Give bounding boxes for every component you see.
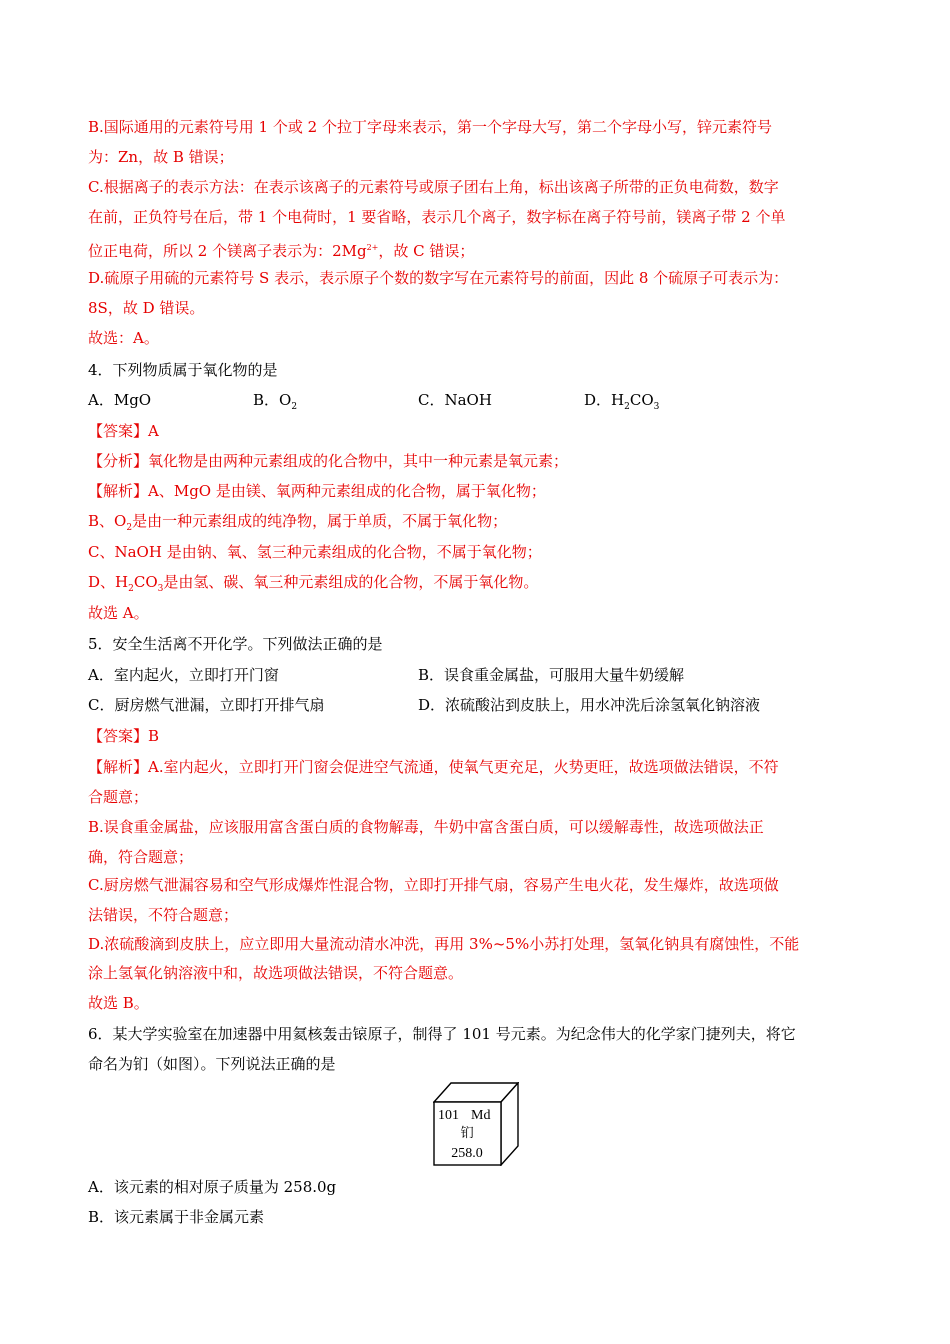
element-name: 钔 [460, 1125, 474, 1140]
q4-conclusion: 故选 A。 [88, 604, 149, 622]
q5-option-c: C．厨房燃气泄漏，立即打开排气扇 [88, 696, 325, 714]
element-symbol: Md [471, 1108, 491, 1123]
q4-analysis-tag: 【分析】 [88, 452, 149, 470]
analysis-line-c1: C.根据离子的表示方法：在表示该离子的元素符号或原子团右上角，标出该离子所带的正负电荷数，数字 [88, 178, 779, 196]
q4-stem: 4．下列物质属于氧化物的是 [88, 361, 278, 379]
ion-charge-superscript: 2+ [366, 243, 379, 252]
analysis-line-b2: 为：Zn，故 B 错误； [88, 148, 234, 166]
q5-stem: 5．安全生活离不开化学。下列做法正确的是 [88, 635, 383, 653]
q5-answer: 【答案】B [88, 727, 160, 745]
q5-explain-b1: B.误食重金属盐，应该服用富含蛋白质的食物解毒，牛奶中富含蛋白质，可以缓解毒性，故选项做法正 [88, 818, 764, 836]
element-atomic-mass: 258.0 [451, 1146, 483, 1161]
q4-option-a: A．MgO [88, 391, 152, 409]
q4-option-d-mid: CO [629, 391, 654, 409]
q5-explain-c2: 法错误，不符合题意； [88, 906, 239, 924]
analysis-line-c2: 在前，正负符号在后，带 1 个电荷时，1 要省略，表示几个离子，数字标在离子符号前，镁离子带 2 个单 [88, 208, 786, 226]
q5-option-a: A．室内起火，立即打开门窗 [88, 666, 279, 684]
q5-explain-a2: 合题意； [88, 788, 149, 806]
q4-explain-a [88, 481, 546, 501]
q4-explain-a-text: A、MgO 是由镁、氧两种元素组成的化合物，属于氧化物； [148, 482, 546, 500]
q4-option-b [253, 390, 297, 417]
q5-explain-d2: 涂上氢氧化钠溶液中和，故选项做法错误，不符合题意。 [88, 964, 464, 982]
q5-option-b: B．误食重金属盐，可服用大量牛奶缓解 [418, 666, 685, 684]
q5-explain-a1 [88, 757, 779, 777]
analysis-c3-tail: ，故 C 错误； [378, 242, 475, 260]
q4-option-d-sub2: 3 [653, 402, 660, 412]
q4-explain-b [88, 511, 507, 538]
q4-explain-b-text: B、O [88, 512, 127, 530]
analysis-conclusion: 故选：A。 [88, 329, 159, 347]
q6-stem-line1: 6．某大学实验室在加速器中用氦核轰击锿原子，制得了 101 号元素。为纪念伟大的化学家门捷列夫，将它 [88, 1025, 796, 1043]
q4-explain-d-sub1: 2 [128, 584, 134, 594]
q4-option-c: C．NaOH [418, 391, 492, 409]
q4-explain-d-mid: CO [133, 573, 158, 591]
element-cell-svg [433, 1082, 519, 1166]
element-atomic-number: 101 [438, 1108, 459, 1123]
q4-option-d-sub1: 2 [624, 402, 630, 412]
q4-explain-d [88, 572, 538, 599]
q4-explain-b-tail: 是由一种元素组成的纯净物，属于单质，不属于氧化物； [132, 512, 508, 530]
analysis-line-d2: 8S，故 D 错误。 [88, 299, 205, 317]
analysis-line-b1: B.国际通用的元素符号用 1 个或 2 个拉丁字母来表示，第一个字母大写，第二个字母小写，锌元素符号 [88, 118, 772, 136]
q5-explain-b2: 确，符合题意； [88, 848, 194, 866]
q4-analysis [88, 451, 568, 471]
q6-option-a: A．该元素的相对原子质量为 258.0g [88, 1178, 337, 1196]
q6-option-b: B．该元素属于非金属元素 [88, 1208, 265, 1226]
q4-explain-tag: 【解析】 [88, 482, 149, 500]
q4-explain-d-sub2: 3 [157, 584, 164, 594]
q4-option-b-sub: 2 [291, 402, 298, 412]
analysis-line-c3 [88, 238, 474, 261]
element-cell-figure [433, 1082, 519, 1166]
q4-option-d [584, 390, 659, 417]
q5-conclusion: 故选 B。 [88, 994, 149, 1012]
analysis-line-d1: D.硫原子用硫的元素符号 S 表示，表示原子个数的数字写在元素符号的前面，因此 8 个硫原子可表示为： [88, 269, 789, 287]
analysis-c3-text: 位正电荷，所以 2 个镁离子表示为：2Mg [88, 242, 367, 260]
q6-stem-line2: 命名为钔（如图）。下列说法正确的是 [88, 1055, 336, 1073]
q5-explain-c1: C.厨房燃气泄漏容易和空气形成爆炸性混合物，立即打开排气扇，容易产生电火花，发生爆炸，故选项做 [88, 876, 779, 894]
q5-option-d: D．浓硫酸沾到皮肤上，用水冲洗后涂氢氧化钠溶液 [418, 696, 761, 714]
q4-explain-c: C、NaOH 是由钠、氧、氢三种元素组成的化合物，不属于氧化物； [88, 543, 542, 561]
q4-explain-d-tail: 是由氢、碳、氧三种元素组成的化合物，不属于氧化物。 [163, 573, 539, 591]
q4-analysis-text: 氧化物是由两种元素组成的化合物中，其中一种元素是氧元素； [148, 452, 569, 470]
q4-explain-d-text: D、H [88, 573, 129, 591]
q4-explain-b-sub: 2 [126, 523, 133, 533]
q4-answer: 【答案】A [88, 422, 159, 440]
q5-explain-d1: D.浓硫酸滴到皮肤上，应立即用大量流动清水冲洗，再用 3%~5%小苏打处理，氢氧化钠具有腐蚀性，不能 [88, 935, 800, 953]
q4-option-b-text: B．O [253, 391, 292, 409]
q4-option-d-text: D．H [584, 391, 625, 409]
q5-explain-a1-text: A.室内起火，立即打开门窗会促进空气流通，使氧气更充足，火势更旺，故选项做法错误，不符 [148, 758, 779, 776]
q5-explain-tag: 【解析】 [88, 758, 149, 776]
